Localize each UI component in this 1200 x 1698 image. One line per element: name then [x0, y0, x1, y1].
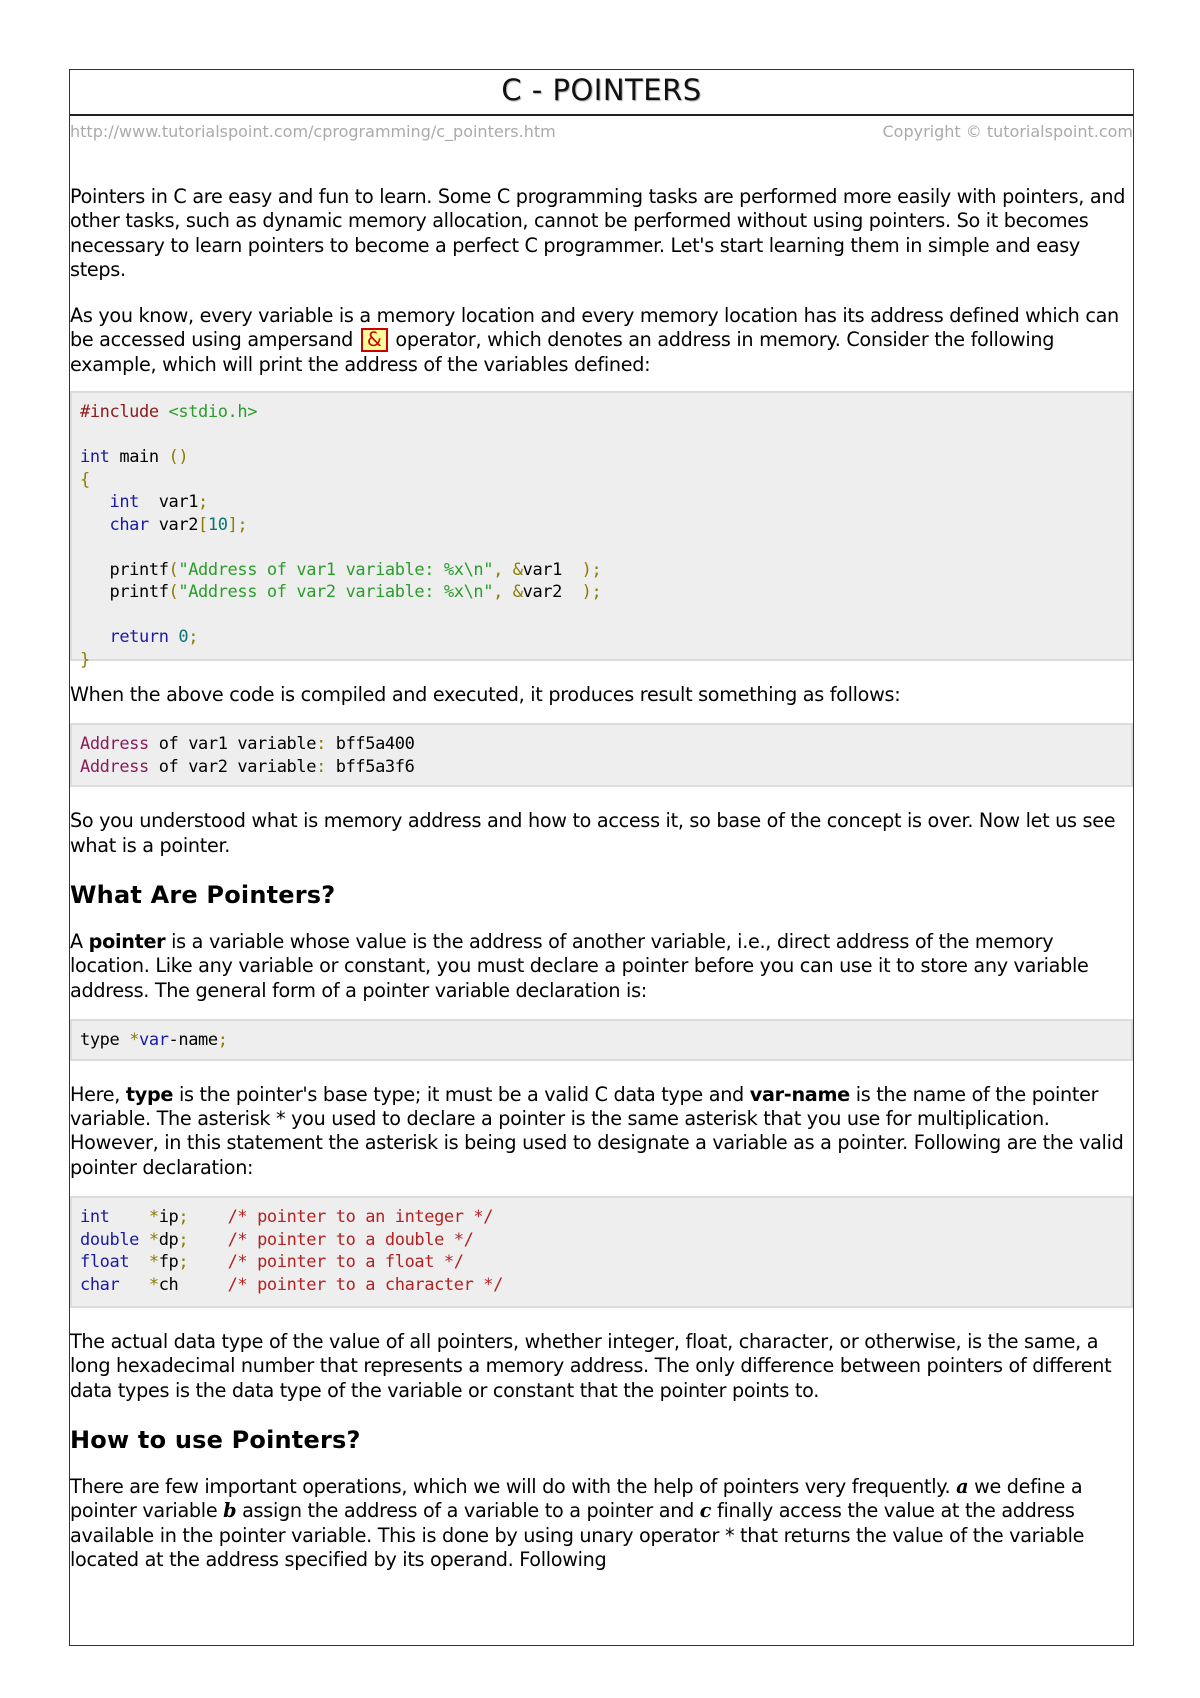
here-type-paragraph: Here, type is the pointer's base type; it must be a valid C data type and var-name is the name of the pointer variable. The asterisk * you used to declare a pointer is the same asterisk that you use for multiplication. However, in this statement the asterisk is being used to designate a variable as a pointer. Following are the valid pointer declaration:	[70, 1082, 1124, 1179]
source-url-link[interactable]: http://www.tutorialspoint.com/cprogramming/c_pointers.htm	[70, 122, 556, 141]
pointer-type-paragraph: The actual data type of the value of all pointers, whether integer, float, character, or otherwise, is the same, a long hexadecimal number that represents a memory address. The only difference between pointers of different data types is the data type of the variable or constant that the pointer points to.	[70, 1330, 1112, 1402]
heading-how-to-use-pointers: How to use Pointers?	[70, 1425, 361, 1454]
operations-paragraph: There are few important operations, which we will do with the help of pointers very frequently. a we define a pointer variable b assign the address of a variable to a pointer and c finally access the value at the address available in the pointer variable. This is done by using unary operator * that returns the value of the variable located at the address specified by its operand. Following	[70, 1474, 1085, 1571]
after-output-paragraph: So you understood what is memory address and how to access it, so base of the concept is over. Now let us see what is a pointer.	[70, 809, 1116, 857]
page-frame	[69, 69, 1134, 1646]
copyright-text: Copyright © tutorialspoint.com	[882, 122, 1133, 141]
article-body	[70, 185, 1133, 1572]
syntax-block: type *var-name;	[70, 1019, 1133, 1061]
page-meta	[70, 116, 1133, 148]
pointer-definition-paragraph: A pointer is a variable whose value is the address of another variable, i.e., direct address of the memory location. Like any variable or constant, you must declare a pointer before you can use it to store any variable address. The general form of a pointer variable declaration is:	[70, 929, 1089, 1002]
op-label-b: b	[223, 1499, 237, 1523]
op-label-a: a	[956, 1474, 969, 1498]
heading-what-are-pointers: What Are Pointers?	[70, 880, 336, 909]
page-title: C - POINTERS	[70, 70, 1133, 116]
address-paragraph: As you know, every variable is a memory location and every memory location has its address defined which can be accessed using ampersand & operator, which denotes an address in memory. Consider the following example, which will print the address of the variables defined:	[70, 304, 1119, 376]
intro-paragraph: Pointers in C are easy and fun to learn. Some C programming tasks are performed more easily with pointers, and other tasks, such as dynamic memory allocation, cannot be performed without using pointers. So it becomes necessary to learn pointers to become a perfect C programmer. Let's start learning them in simple and easy steps.	[70, 185, 1126, 281]
code-block-example: #include <stdio.h> int main () { int var1; char var2[10]; printf("Address of var1 variable: %x\n", &var1 ); printf("Address of var2 variable: %x\n", &var2 ); return 0; }	[70, 391, 1133, 661]
result-intro: When the above code is compiled and executed, it produces result something as follows:	[70, 683, 901, 707]
op-label-c: c	[699, 1499, 712, 1523]
declarations-block: int *ip; /* pointer to an integer */ double *dp; /* pointer to a double */ float *fp; /* pointer to a float */ char *ch /* pointer to a character */	[70, 1196, 1133, 1308]
output-block: Address of var1 variable: bff5a400 Address of var2 variable: bff5a3f6	[70, 723, 1133, 787]
ampersand-highlight: &	[361, 328, 388, 352]
